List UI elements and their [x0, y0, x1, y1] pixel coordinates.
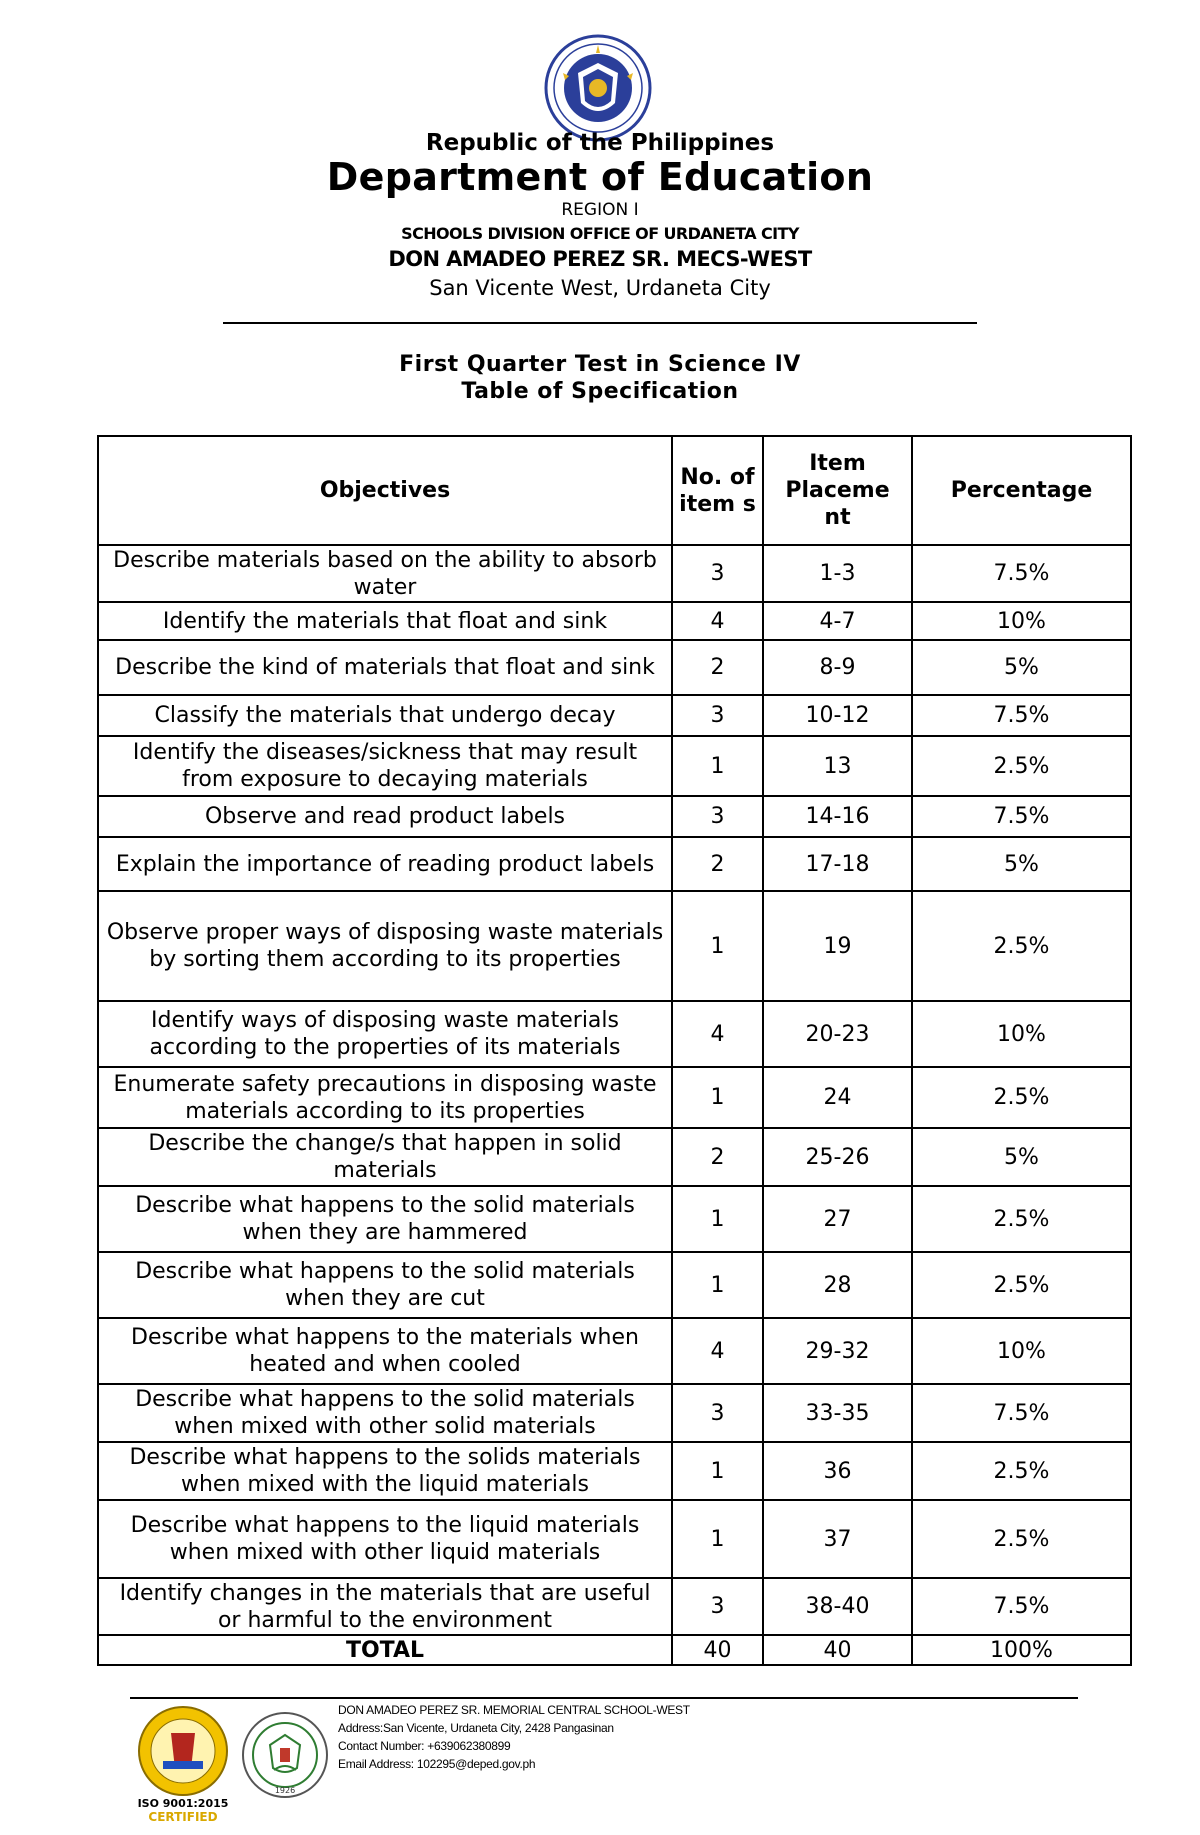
placement-cell: 27 — [763, 1186, 912, 1252]
items-cell: 1 — [672, 1067, 763, 1128]
header-number-of-items: No. of item s — [672, 436, 763, 545]
division-heading: SCHOOLS DIVISION OFFICE OF URDANETA CITY — [401, 224, 799, 243]
objective-cell: Describe what happens to the solid materials when they are hammered — [98, 1186, 672, 1252]
placement-cell: 14-16 — [763, 796, 912, 837]
items-cell: 3 — [672, 695, 763, 736]
table-row — [98, 1252, 1131, 1318]
objective-cell: Describe materials based on the ability to absorb water — [98, 545, 672, 602]
header-divider — [223, 322, 977, 324]
table-row — [98, 640, 1131, 695]
footer-divider — [130, 1697, 1078, 1699]
percentage-cell: 2.5% — [912, 1500, 1131, 1578]
footer-school-name: DON AMADEO PEREZ SR. MEMORIAL CENTRAL SCHOOL-WEST — [338, 1703, 690, 1717]
items-cell: 3 — [672, 796, 763, 837]
header-objectives: Objectives — [98, 436, 672, 545]
footer-contact: Contact Number: +639062380899 — [338, 1739, 511, 1753]
school-address: San Vicente West, Urdaneta City — [429, 276, 771, 300]
table-row — [98, 545, 1131, 602]
iso-certified-text: CERTIFIED — [148, 1810, 218, 1823]
items-cell: 3 — [672, 1578, 763, 1635]
percentage-cell: 10% — [912, 1318, 1131, 1384]
placement-cell: 37 — [763, 1500, 912, 1578]
document-title: First Quarter Test in Science IV — [399, 352, 801, 377]
placement-cell: 17-18 — [763, 837, 912, 891]
percentage-cell: 7.5% — [912, 1384, 1131, 1442]
percentage-cell: 2.5% — [912, 1067, 1131, 1128]
table-row — [98, 695, 1131, 736]
items-cell: 1 — [672, 1500, 763, 1578]
items-cell: 4 — [672, 602, 763, 640]
table-row — [98, 1001, 1131, 1067]
percentage-cell: 5% — [912, 640, 1131, 695]
footer-address: Address:San Vicente, Urdaneta City, 2428 Pangasinan — [338, 1721, 614, 1735]
percentage-cell: 5% — [912, 1128, 1131, 1186]
objective-cell: Identify the diseases/sickness that may result from exposure to decaying materials — [98, 736, 672, 796]
placement-cell: 20-23 — [763, 1001, 912, 1067]
iso-label: ISO 9001:2015 — [137, 1797, 229, 1810]
school-logo — [240, 1710, 330, 1800]
header-item-placement: Item Placeme nt — [763, 436, 912, 545]
objective-cell: Describe what happens to the solid materials when they are cut — [98, 1252, 672, 1318]
percentage-cell: 5% — [912, 837, 1131, 891]
iso-certified-logo — [133, 1703, 233, 1823]
objective-cell: Describe what happens to the liquid materials when mixed with other liquid materials — [98, 1500, 672, 1578]
table-row — [98, 1442, 1131, 1500]
placement-cell: 1-3 — [763, 545, 912, 602]
objective-cell: Observe and read product labels — [98, 796, 672, 837]
placement-cell: 13 — [763, 736, 912, 796]
placement-cell: 29-32 — [763, 1318, 912, 1384]
objective-cell: Identify the materials that float and sink — [98, 602, 672, 640]
objective-cell: Classify the materials that undergo decay — [98, 695, 672, 736]
table-row — [98, 1067, 1131, 1128]
placement-cell: 10-12 — [763, 695, 912, 736]
placement-cell: 19 — [763, 891, 912, 1001]
objective-cell: Describe what happens to the solids materials when mixed with the liquid materials — [98, 1442, 672, 1500]
percentage-cell: 2.5% — [912, 1442, 1131, 1500]
header-percentage: Percentage — [912, 436, 1131, 545]
placement-cell: 36 — [763, 1442, 912, 1500]
footer-email: Email Address: 102295@deped.gov.ph — [338, 1757, 536, 1771]
objective-cell: Describe what happens to the solid materials when mixed with other solid materials — [98, 1384, 672, 1442]
percentage-cell: 7.5% — [912, 796, 1131, 837]
items-cell: 4 — [672, 1001, 763, 1067]
items-cell: 1 — [672, 1252, 763, 1318]
total-label: TOTAL — [98, 1635, 672, 1665]
table-row — [98, 1578, 1131, 1635]
table-row — [98, 837, 1131, 891]
objective-cell: Describe the change/s that happen in solid materials — [98, 1128, 672, 1186]
table-row — [98, 1500, 1131, 1578]
total-items: 40 — [672, 1635, 763, 1665]
items-cell: 2 — [672, 640, 763, 695]
percentage-cell: 7.5% — [912, 545, 1131, 602]
objective-cell: Describe what happens to the materials when heated and when cooled — [98, 1318, 672, 1384]
region-heading: REGION I — [561, 200, 639, 220]
total-percentage: 100% — [912, 1635, 1131, 1665]
table-row — [98, 602, 1131, 640]
objective-cell: Describe the kind of materials that float and sink — [98, 640, 672, 695]
placement-cell: 33-35 — [763, 1384, 912, 1442]
objective-cell: Identify changes in the materials that are useful or harmful to the environment — [98, 1578, 672, 1635]
school-heading: DON AMADEO PEREZ SR. MECS-WEST — [388, 247, 812, 271]
percentage-cell: 10% — [912, 602, 1131, 640]
department-heading: Department of Education — [326, 155, 874, 199]
table-row — [98, 1128, 1131, 1186]
table-row — [98, 1186, 1131, 1252]
items-cell: 3 — [672, 1384, 763, 1442]
percentage-cell: 2.5% — [912, 1252, 1131, 1318]
objective-cell: Enumerate safety precautions in disposing waste materials according to its properties — [98, 1067, 672, 1128]
school-logo-year: 1926 — [274, 1786, 296, 1795]
placement-cell: 4-7 — [763, 602, 912, 640]
percentage-cell: 7.5% — [912, 695, 1131, 736]
percentage-cell: 2.5% — [912, 891, 1131, 1001]
placement-cell: 28 — [763, 1252, 912, 1318]
table-row — [98, 1384, 1131, 1442]
items-cell: 1 — [672, 891, 763, 1001]
republic-heading: Republic of the Philippines — [425, 130, 775, 156]
percentage-cell: 7.5% — [912, 1578, 1131, 1635]
items-cell: 1 — [672, 1186, 763, 1252]
items-cell: 1 — [672, 736, 763, 796]
placement-cell: 24 — [763, 1067, 912, 1128]
table-row — [98, 796, 1131, 837]
placement-cell: 8-9 — [763, 640, 912, 695]
items-cell: 1 — [672, 1442, 763, 1500]
items-cell: 2 — [672, 1128, 763, 1186]
percentage-cell: 2.5% — [912, 1186, 1131, 1252]
specification-table — [97, 435, 1132, 1666]
document-subtitle: Table of Specification — [461, 379, 739, 404]
table-row — [98, 891, 1131, 1001]
objective-cell: Identify ways of disposing waste materials according to the properties of its materials — [98, 1001, 672, 1067]
placement-cell: 38-40 — [763, 1578, 912, 1635]
deped-seal-logo — [543, 33, 653, 143]
table-body — [98, 545, 1131, 1635]
placement-cell: 25-26 — [763, 1128, 912, 1186]
total-placement: 40 — [763, 1635, 912, 1665]
items-cell: 3 — [672, 545, 763, 602]
table-row — [98, 736, 1131, 796]
items-cell: 4 — [672, 1318, 763, 1384]
objective-cell: Observe proper ways of disposing waste materials by sorting them according to its properties — [98, 891, 672, 1001]
percentage-cell: 2.5% — [912, 736, 1131, 796]
objective-cell: Explain the importance of reading product labels — [98, 837, 672, 891]
items-cell: 2 — [672, 837, 763, 891]
percentage-cell: 10% — [912, 1001, 1131, 1067]
table-row — [98, 1318, 1131, 1384]
